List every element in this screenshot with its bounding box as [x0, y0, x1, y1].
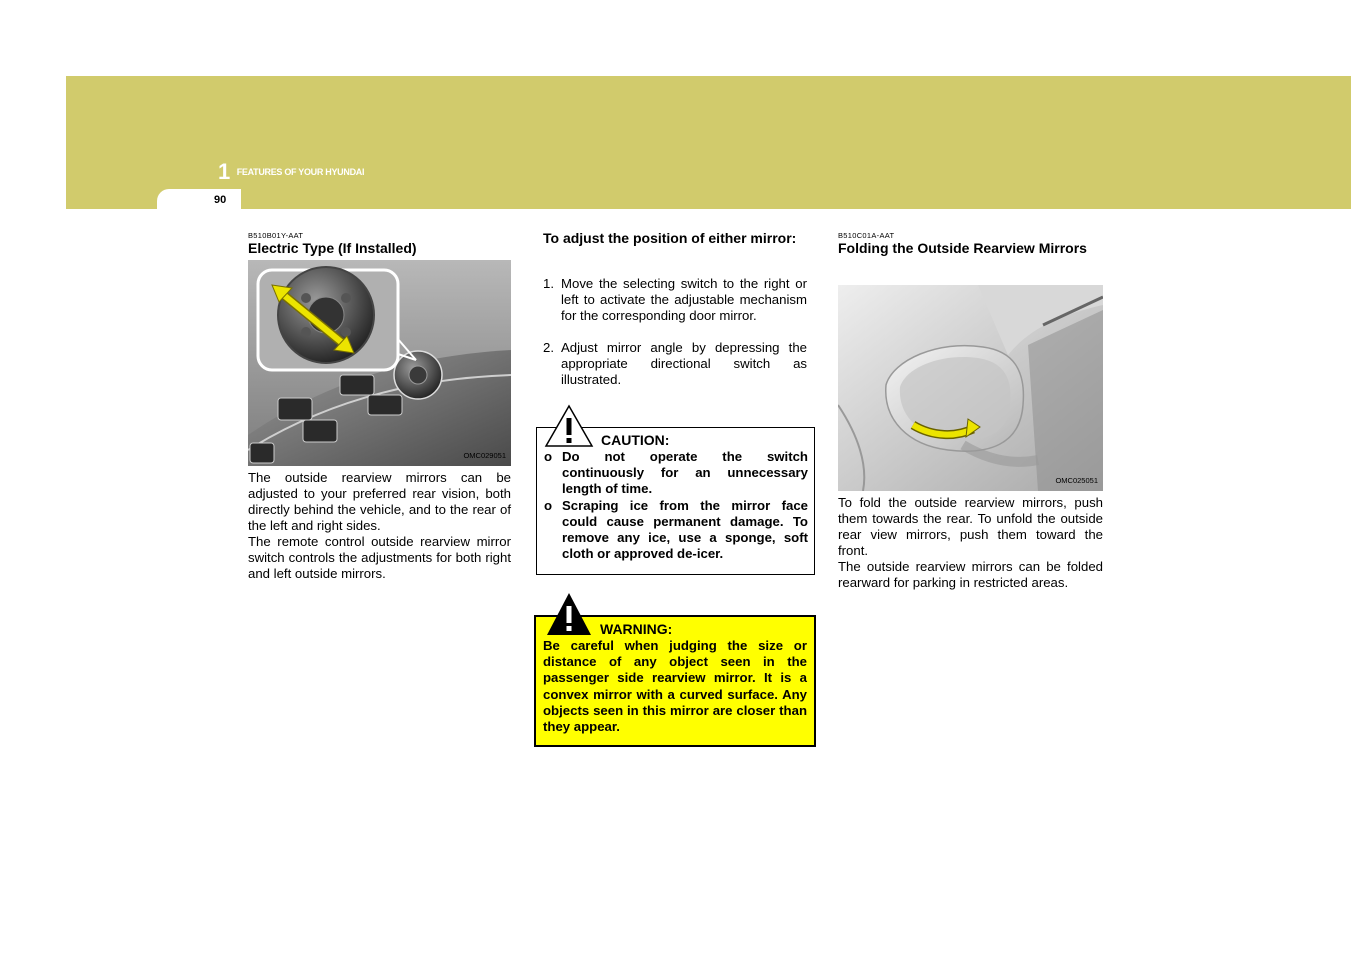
page-number: 90 [214, 194, 227, 206]
paragraph: The remote control outside rearview mirror switch controls the adjustments for both right and left outside mirrors. [248, 534, 511, 581]
warning-triangle-icon [544, 404, 594, 448]
caution-text: Scraping ice from the mirror face could cause permanent damage. To remove any ice, use a sponge, soft cloth or approved de-icer. [562, 498, 808, 561]
list-item [543, 340, 807, 388]
page-number-tab [157, 189, 241, 212]
folding-mirror-figure [838, 285, 1103, 491]
side-mirror-illustration [838, 285, 1103, 491]
step-number: 1. [543, 276, 554, 291]
warning-box [534, 615, 816, 747]
section-heading: Electric Type (If Installed) [248, 240, 417, 256]
warning-text: Be careful when judging the size or distance of any object seen in the passenger side rearview mirror. It is a convex mirror with a curved surface. Any objects seen in this mirror are closer than they appear. [543, 638, 807, 735]
section-heading: Folding the Outside Rearview Mirrors [838, 240, 1087, 256]
warning-triangle-icon [545, 591, 593, 637]
header-band [66, 76, 1351, 209]
chapter-label [218, 159, 364, 185]
bullet: o [544, 449, 553, 464]
step-text: Move the selecting switch to the right or left to activate the adjustable mechanism for the corresponding door mirror. [561, 276, 807, 323]
step-text: Adjust mirror angle by depressing the appropriate directional switch as illustrated. [561, 340, 807, 387]
list-item [544, 498, 808, 562]
list-item [543, 276, 807, 324]
chapter-number: 1 [218, 159, 231, 184]
bullet: o [544, 498, 553, 513]
door-switch-illustration [248, 260, 511, 466]
list-item [544, 449, 808, 497]
section-code: B510C01A-AAT [838, 231, 895, 240]
figure-code: OMC029051 [463, 451, 506, 460]
caution-text: Do not operate the switch continuously for an unnecessary length of time. [562, 449, 808, 496]
figure-code: OMC025051 [1055, 476, 1098, 485]
warning-title: WARNING: [600, 621, 673, 637]
caution-box [536, 427, 815, 575]
chapter-title: FEATURES OF YOUR HYUNDAI [236, 167, 365, 177]
mirror-switch-figure [248, 260, 511, 466]
paragraph: The outside rearview mirrors can be folded rearward for parking in restricted areas. [838, 559, 1103, 590]
section-heading: To adjust the position of either mirror: [543, 230, 797, 246]
caution-title: CAUTION: [601, 432, 670, 448]
section-code: B510B01Y-AAT [248, 231, 304, 240]
paragraph: The outside rearview mirrors can be adjusted to your preferred rear vision, both directly behind the vehicle, and to the rear of the left and right sides. [248, 470, 511, 533]
paragraph: To fold the outside rearview mirrors, push them towards the rear. To unfold the outside rear view mirrors, push them toward the front. [838, 495, 1103, 558]
step-number: 2. [543, 340, 554, 355]
